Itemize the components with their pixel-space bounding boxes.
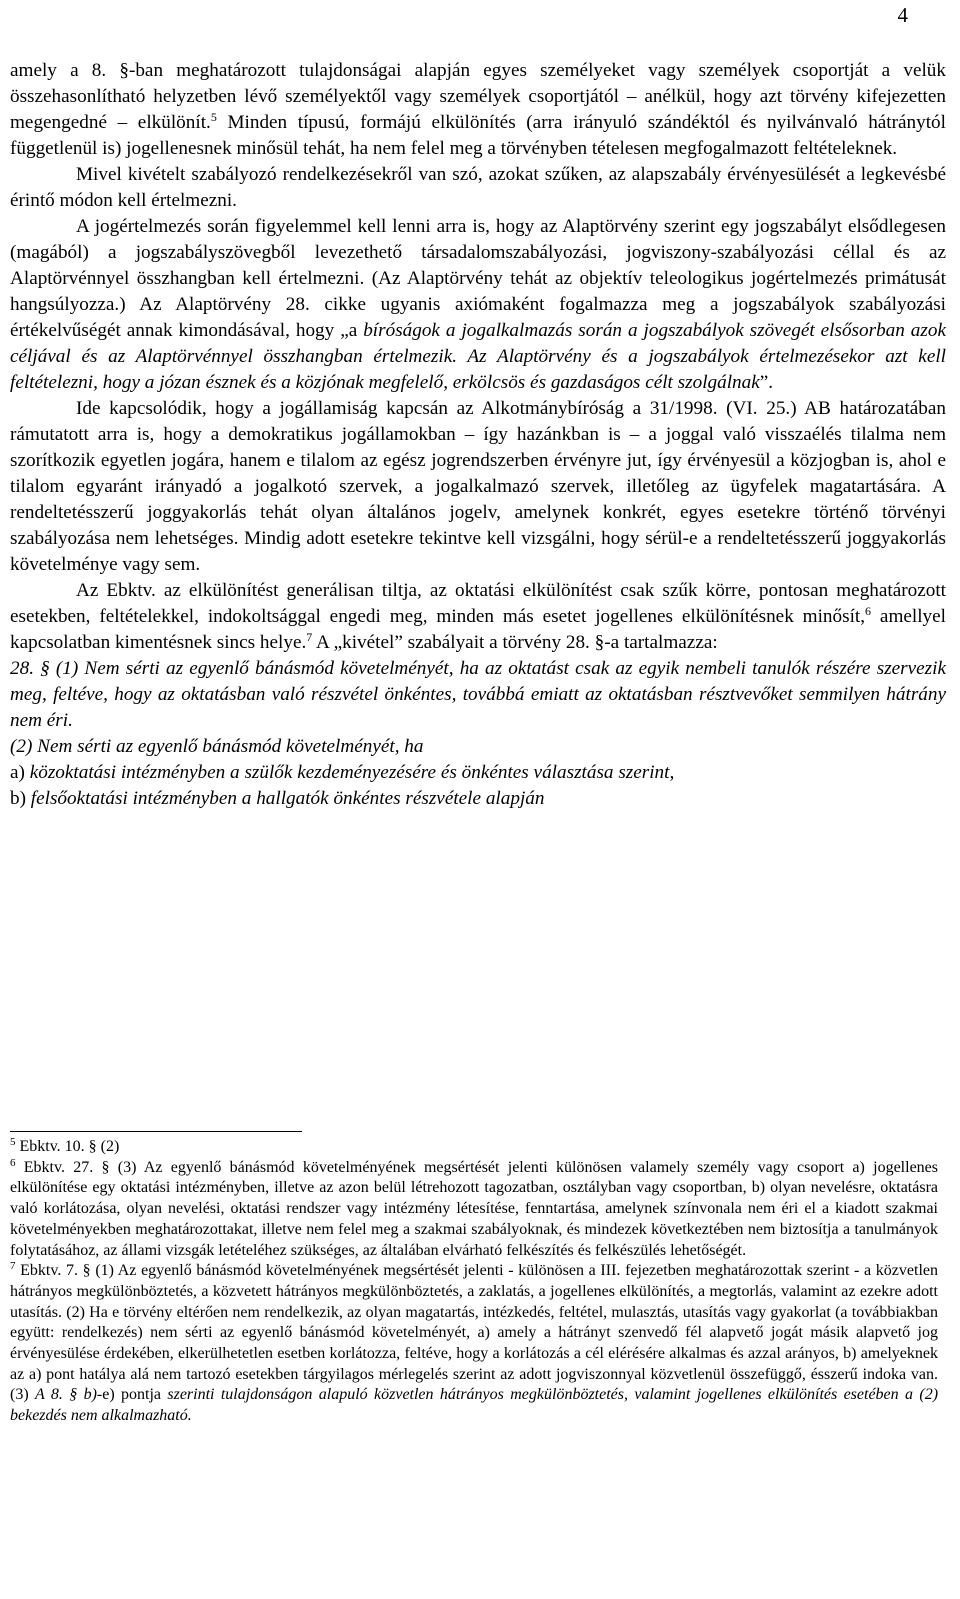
quote-section-28-2: (2) Nem sérti az egyenlő bánásmód követelményét, ha	[10, 736, 424, 757]
quote-section-28-1: 28. § (1) Nem sérti az egyenlő bánásmód követelményét, ha az oktatást csak az egyik nembeli tanulók részére szervezik meg, feltéve, hogy az oktatásban való részvétel önkéntes, továbbá emiatt az oktatásban résztvevőket semmilyen hátrány nem éri.	[10, 658, 946, 731]
paragraph-1	[10, 58, 946, 162]
paragraph-3-text-a: A jogértelmezés során figyelemmel kell lenni arra is, hogy az Alaptörvény szerint egy jogszabályt elsődlegesen (magából) a jogszabályszövegből levezethető társadalomszabályozási, jogviszony-szabályozási céllal és az Alaptörvénnyel összhangban kell értelmezni. (Az Alaptörvény tehát az objektív teleologikus jogértelmezés primátusát hangsúlyozza.) Az Alaptörvény 28. cikke ugyanis axiómaként fogalmazza meg a jogszabályok szabályozási értékelvűségét annak kimondásával, hogy „a	[10, 216, 946, 341]
footnote-5-text: Ebktv. 10. § (2)	[15, 1138, 120, 1155]
footnote-6	[10, 1158, 938, 1262]
footnote-7-text-b: A 8. § b)-	[35, 1386, 103, 1404]
footnotes	[10, 1137, 938, 1427]
paragraph-5-text-a: Az Ebktv. az elkülönítést generálisan tiltja, az oktatási elkülönítést csak szűk körre, pontosan meghatározott esetekben, feltételekkel, indokoltsággal engedi meg, minden más esetet jogellenes elkülönítésnek minősít,	[10, 580, 946, 627]
paragraph-3	[10, 214, 946, 396]
footnote-7-text-c: e) pontja	[102, 1386, 168, 1404]
footnote-6-number: 6	[10, 1156, 16, 1169]
quote-item-a	[10, 760, 946, 786]
body-text	[10, 58, 946, 812]
paragraph-2: Mivel kivételt szabályozó rendelkezésekről van szó, azokat szűken, az alapszabály érvényesülését a legkevésbé érintő módon kell értelmezni.	[10, 164, 946, 211]
footnote-7-number: 7	[10, 1260, 16, 1273]
paragraph-4: Ide kapcsolódik, hogy a jogállamiság kapcsán az Alkotmánybíróság a 31/1998. (VI. 25.) AB határozatában rámutatott arra is, hogy a demokratikus jogállamokban – így hazánkban is – a joggal való visszaélés tilalma nem szorítkozik egyetlen jogára, hanem e tilalom az egész jogrendszerben érvényre jut, így érvényesül a közjogban is, ahol e tilalom egyaránt irányadó a jogalkotó szervek, a jogalkalmazó szervek, illetőleg az ügyfelek magatartására. A rendeltetésszerű joggyakorlás tehát olyan általános jogelv, amelynek konkrét, egyes esetekre történő törvényi szabályozása nem lehetséges. Mindig adott esetekre tekintve kell vizsgálni, hogy sérül-e a rendeltetésszerű joggyakorlás követelménye vagy sem.	[10, 398, 946, 575]
quote-item-b	[10, 786, 946, 812]
footnote-ref-7[interactable]: 7	[306, 630, 313, 644]
paragraph-5-text-c: A „kivétel” szabályait a törvény 28. §-a tartalmazza:	[312, 632, 718, 653]
footnote-ref-5[interactable]: 5	[210, 110, 217, 124]
paragraph-1-text-a: amely a 8. §-ban meghatározott tulajdonságai alapján egyes személyeket vagy személyek csoportját a velük összehasonlítható helyzetben lévő személyektől vagy személyek csoportjától – anélkül, hogy azt törvény kifejezetten megengedné – elkülönít.	[10, 60, 946, 133]
footnote-7	[10, 1261, 938, 1427]
quote-item-b-label: b)	[10, 788, 31, 809]
footnote-7-text-d: szerinti tulajdonságon alapuló közvetlen hátrányos megkülönböztetés, valamint jogellenes elkülönítés esetében a (2) bekezdés nem alkalmazható.	[10, 1386, 939, 1425]
paragraph-5-text-b: amellyel kapcsolatban kimentésnek sincs helye.	[10, 606, 946, 653]
paragraph-3-quote: bíróságok a jogalkalmazás során a jogszabályok szövegét elsősorban azok céljával és az Alaptörvénnyel összhangban értelmezik. Az Alaptörvény és a jogszabályok értelmezésekor azt kell feltételezni, hogy a józan észnek és a közjónak megfelelő, erkölcsös és gazdaságos célt szolgálnak	[10, 320, 946, 393]
footnote-6-text: Ebktv. 27. § (3) Az egyenlő bánásmód követelményének megsértését jelenti különösen valamely személy vagy csoport a) jogellenes elkülönítése egy oktatási intézményben, illetve az azon belül létrehozott tagozatban, osztályban vagy csoportban, b) olyan nevelésre, oktatásra való korlátozása, olyan nevelési, oktatási rendszer vagy intézmény létesítése, fenntartása, amelynek színvonala nem éri el a kiadott szakmai követelményekben meghatározottakat, illetve nem felel meg a szakmai szabályoknak, és mindezek következtében nem biztosítja a tanulmányok folytatásához, az állami vizsgák letételéhez szükséges, az általában elvárható felkészítés és felkészülés lehetőségét.	[10, 1158, 938, 1259]
quote-item-b-text: felsőoktatási intézményben a hallgatók önkéntes részvétele alapján	[30, 788, 545, 809]
footnote-ref-6[interactable]: 6	[865, 604, 872, 618]
quote-item-a-label: a)	[10, 762, 30, 783]
quote-item-a-text: közoktatási intézményben a szülők kezdeményezésére és önkéntes választása szerint,	[29, 762, 675, 783]
footnote-5	[10, 1137, 938, 1158]
page-number: 4	[897, 3, 908, 27]
footnote-7-text-a: Ebktv. 7. § (1) Az egyenlő bánásmód követelményének megsértését jelenti - különösen a III. fejezetben meghatározottak szerint - a közvetlen hátrányos megkülönböztetés, a közvetett hátrányos megkülönböztetés, a zaklatás, a jogellenes elkülönítés, a megtorlás, valamint az ezekre adott utasítás. (2) Ha e törvény eltérően nem rendelkezik, az olyan magatartás, intézkedés, feltétel, mulasztás, utasítás vagy gyakorlat (a továbbiakban együtt: rendelkezés) nem sérti az egyenlő bánásmód követelményét, a) amely a hátrányt szenvedő fél alapvető jogát másik alapvető jog érvényesülése érdekében, elkerülhetetlen esetben korlátozza, feltéve, hogy a korlátozás a cél elérésére alkalmas és azzal arányos, b) amelyeknek az a) pont hatálya alá nem tartozó esetekben tárgyilagos mérlegelés szerint az adott jogviszonnyal közvetlenül összefüggő, ésszerű indoka van. (3)	[10, 1262, 938, 1404]
footnote-5-number: 5	[10, 1136, 16, 1148]
paragraph-1-text-b: Minden típusú, formájú elkülönítés (arra irányuló szándéktól és nyilvánvaló hátránytól függetlenül is) jogellenesnek minősül tehát, ha nem felel meg a törvényben tételesen megfogalmazott feltételeknek.	[10, 112, 946, 159]
paragraph-3-text-c: ”.	[759, 372, 774, 393]
paragraph-5	[10, 578, 946, 656]
footnote-separator	[10, 1131, 302, 1132]
